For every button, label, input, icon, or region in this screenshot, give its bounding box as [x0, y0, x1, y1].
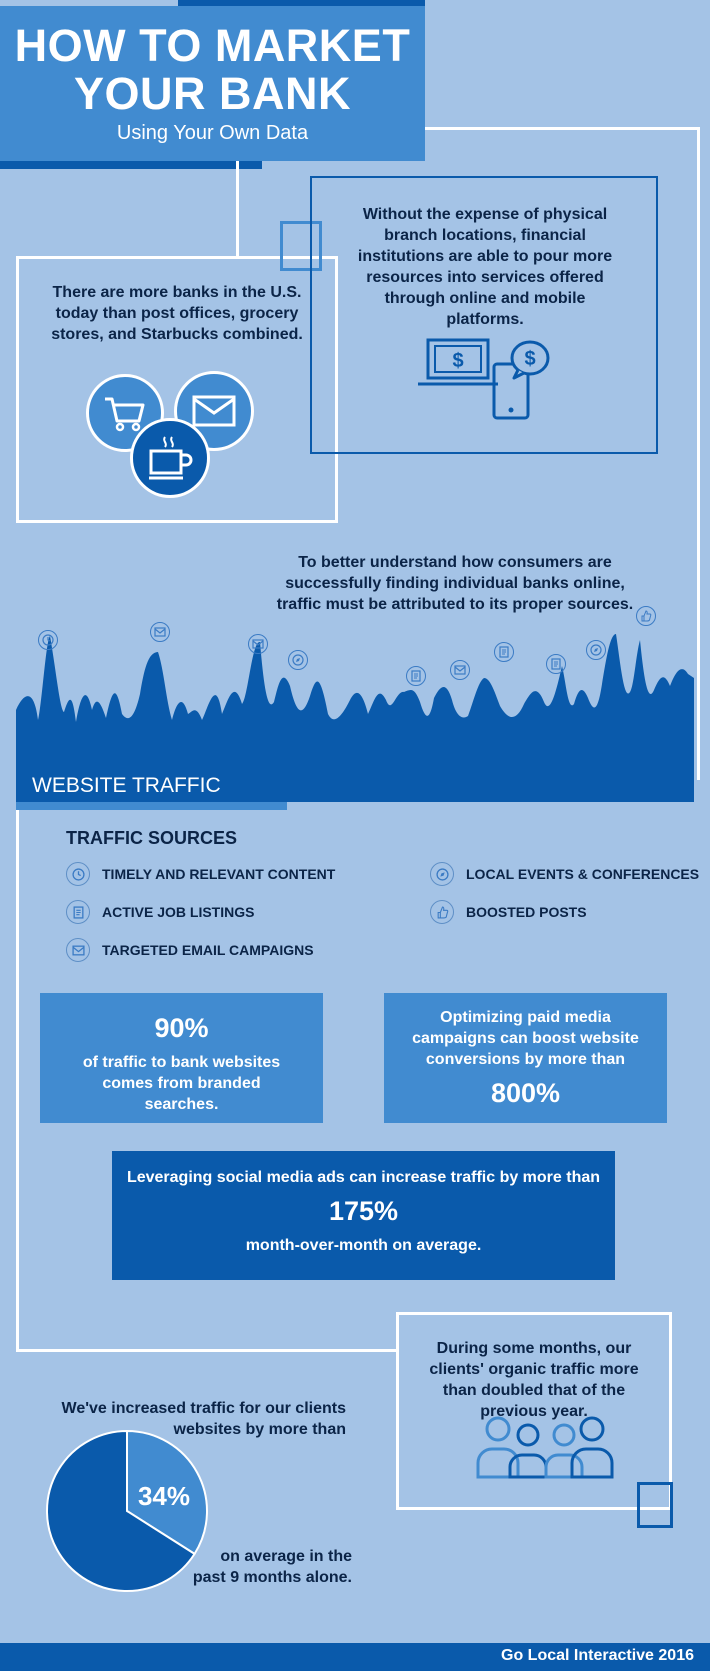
title-line-1: HOW TO MARKET: [14, 20, 411, 71]
svg-text:$: $: [524, 348, 536, 370]
increase-text: We've increased traffic for our clients websites by more than: [61, 1400, 346, 1438]
document-icon: [66, 900, 90, 924]
people-group-icon: [476, 1415, 616, 1480]
header-bottom-strip: [0, 161, 262, 169]
connector-line: [425, 127, 700, 130]
pie-value-label: 34%: [137, 1481, 191, 1511]
banks-fact-text: There are more banks in the U.S. today than post offices, grocery stores, and Starbucks combined.: [51, 284, 303, 343]
thumbs-up-icon: [636, 606, 656, 626]
svg-text:$: $: [452, 350, 464, 372]
document-icon: [546, 654, 566, 674]
paid-media-text: Optimizing paid media campaigns can boost website conversions by more than: [412, 1009, 639, 1068]
connector-line: [16, 1349, 396, 1352]
branded-search-stat: [40, 993, 323, 1123]
website-traffic-underline: [16, 802, 287, 810]
traffic-source-item: [430, 862, 699, 886]
traffic-source-item: [66, 938, 314, 962]
paid-media-stat: [384, 993, 667, 1123]
envelope-icon: [66, 938, 90, 962]
branded-search-value: 90%: [154, 1013, 209, 1043]
traffic-sources-title: TRAFFIC SOURCES: [66, 828, 237, 848]
connector-line: [16, 810, 19, 1352]
laptop-mobile-icon: [418, 338, 552, 420]
compass-icon: [288, 650, 308, 670]
page-title: [0, 22, 425, 118]
traffic-source-item: [66, 900, 254, 924]
paid-media-value: 800%: [490, 1078, 561, 1108]
website-traffic-heading: WEBSITE TRAFFIC: [32, 774, 221, 797]
document-icon: [494, 642, 514, 662]
compass-icon: [586, 640, 606, 660]
traffic-source-label: TARGETED EMAIL CAMPAIGNS: [102, 942, 314, 958]
envelope-icon: [150, 622, 170, 642]
branded-search-text: of traffic to bank websites comes from branded searches.: [82, 1054, 281, 1113]
coffee-circle: [130, 418, 210, 498]
traffic-source-label: ACTIVE JOB LISTINGS: [102, 904, 255, 920]
social-ads-stat: [112, 1151, 615, 1280]
compass-icon: [430, 862, 454, 886]
envelope-icon: [192, 395, 236, 427]
traffic-source-item: [66, 862, 335, 886]
clock-icon: [38, 630, 58, 650]
thumbs-up-icon: [430, 900, 454, 924]
increase-suffix: on average in the past 9 months alone.: [192, 1548, 352, 1586]
organic-traffic-text: During some months, our clients' organic traffic more than doubled that of the previous year.: [429, 1340, 639, 1420]
footer-credit: Go Local Interactive 2016: [501, 1647, 694, 1664]
traffic-source-label: LOCAL EVENTS & CONFERENCES: [466, 866, 700, 882]
traffic-source-label: TIMELY AND RELEVANT CONTENT: [102, 866, 336, 882]
envelope-icon: [450, 660, 470, 680]
document-icon: [406, 666, 426, 686]
coffee-cup-icon: [145, 433, 195, 483]
traffic-source-item: [430, 900, 587, 924]
accent-square: [637, 1482, 673, 1528]
online-fact-text: Without the expense of physical branch locations, financial institutions are able to pour more resources into services offered through online and mobile platforms.: [357, 206, 613, 328]
connector-line: [236, 161, 239, 256]
title-line-2: YOUR BANK: [73, 68, 351, 119]
social-ads-value: 175%: [328, 1196, 399, 1226]
page-subtitle: Using Your Own Data: [116, 122, 309, 144]
envelope-icon: [248, 634, 268, 654]
connector-line: [697, 127, 700, 780]
social-ads-suffix: month-over-month on average.: [245, 1237, 482, 1254]
traffic-source-label: BOOSTED POSTS: [466, 904, 587, 920]
attribution-text: To better understand how consumers are successfully finding individual banks online, traffic must be attributed to its proper sources.: [276, 554, 634, 613]
shopping-cart-icon: [103, 393, 147, 433]
social-ads-text: Leveraging social media ads can increase traffic by more than: [126, 1169, 601, 1186]
clock-icon: [66, 862, 90, 886]
